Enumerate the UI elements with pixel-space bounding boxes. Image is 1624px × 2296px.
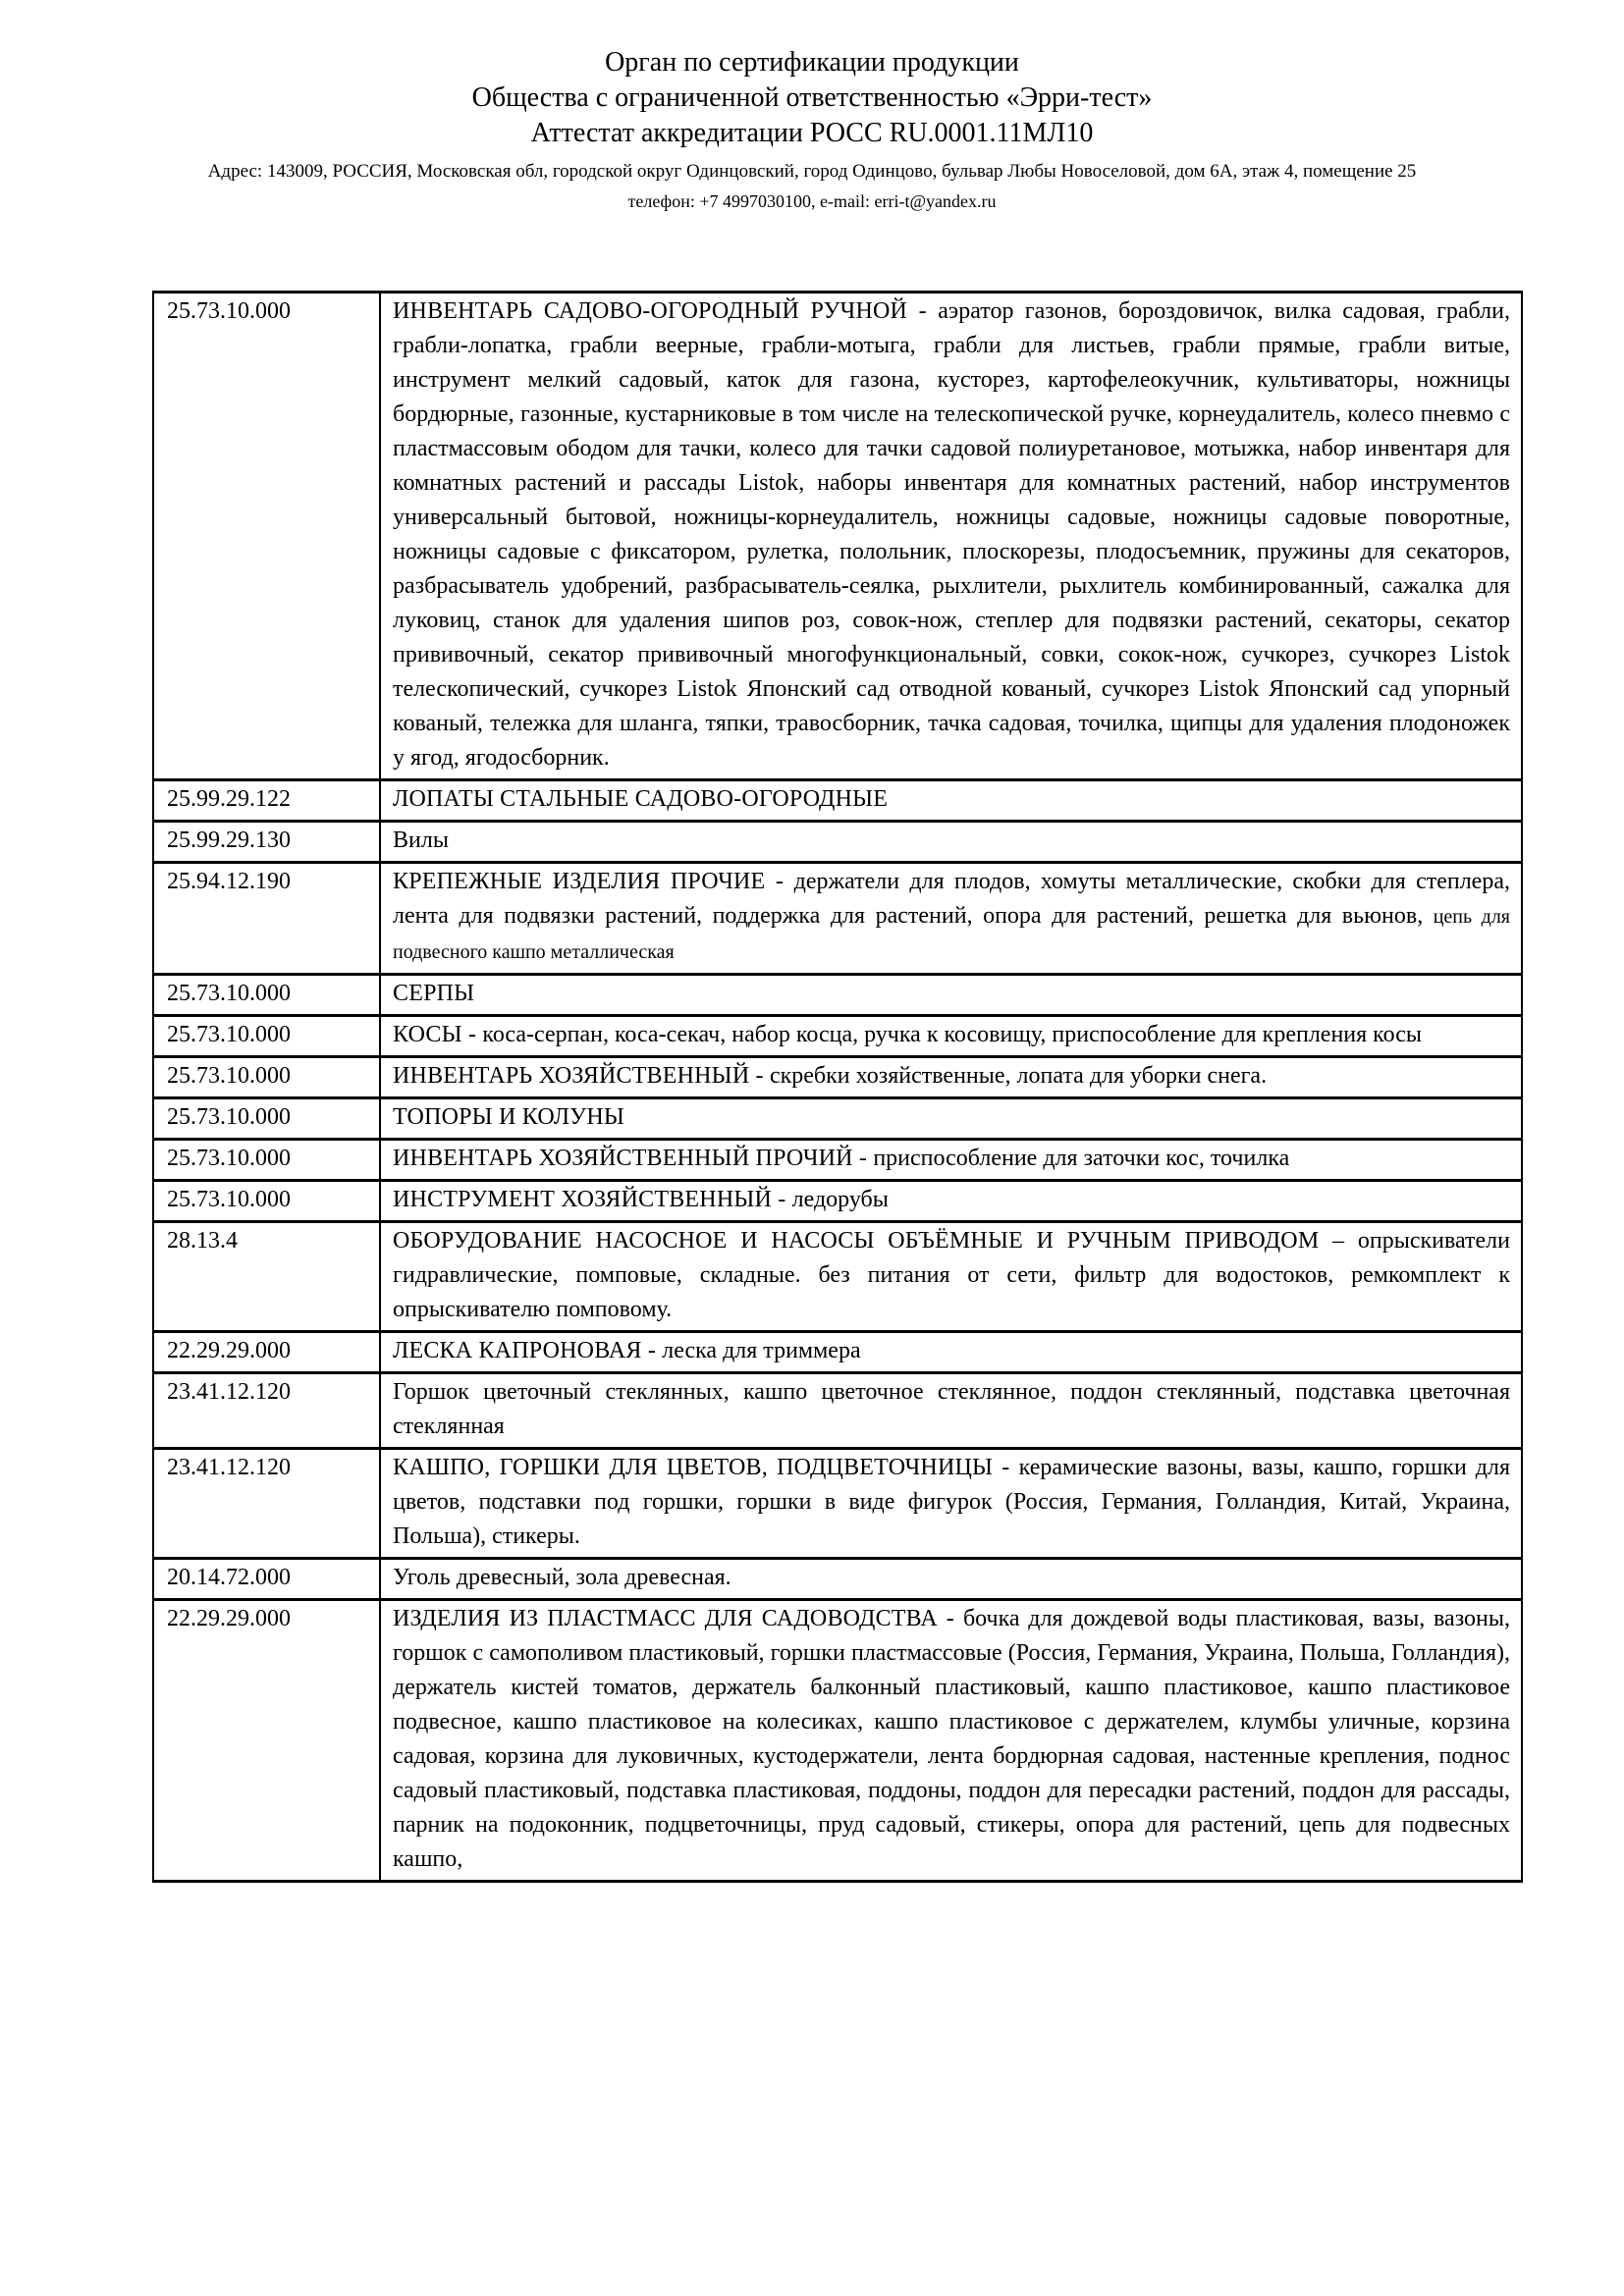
description-segment: аэратор газонов, бороздовичок, вилка садовая, грабли, грабли-лопатка, грабли веерные, грабли-мотыга, грабли для листьев, грабли прямые, грабли витые, инструмент мелкий садовый, каток для газона, кусторез, картофелеокучник, культиваторы, ножницы бордюрные, газонные, кустарниковые в том числе на телескопической ручке, корнеудалитель, колесо пневмо с пластмассовым ободом для тачки, колесо для тачки садовой полиуретановое, мотыжка, набор инвентаря для комнатных растений и рассады Listok, наборы инвентаря для комнатных растений, набор инструментов универсальный бытовой, ножницы-корнеудалитель, ножницы садовые, ножницы садовые поворотные, ножницы садовые с фиксатором, рулетка, полольник, плоскорезы, плодосъемник, пружины для секаторов, разбрасыватель удобрений, разбрасыватель-сеялка, рыхлители, рыхлитель комбинированный, сажалка для луковиц, станок для удаления шипов роз, совок-нож, степлер для подвязки растений, секаторы, секатор прививочный, секатор прививочный многофункциональный, совки, сокок-нож, сучкорез, сучкорез Listok телескопический, сучкорез Listok Японский сад отводной кованый, сучкорез Listok Японский сад упорный кованый, тележка для шланга, тяпки, травосборник, тачка садовая, точилка, щипцы для удаления плодоножек у ягод, ягодосборник. [393,298,1510,771]
table-row [153,780,1522,822]
product-code-cell: 25.73.10.000 [153,1140,380,1181]
product-code-cell: 20.14.72.000 [153,1559,380,1600]
table-row [153,863,1522,975]
product-code-cell: 22.29.29.000 [153,1600,380,1882]
description-segment: ИНВЕНТАРЬ САДОВО-ОГОРОДНЫЙ РУЧНОЙ - [393,298,939,324]
table-row [153,293,1522,780]
description-segment: Вилы [393,828,449,853]
document-header [0,0,1624,215]
table-row [153,1332,1522,1373]
table-row [153,822,1522,863]
product-description-cell [380,1373,1522,1449]
description-segment: скребки хозяйственные, лопата для уборки снега. [769,1063,1268,1089]
product-description-cell [380,863,1522,975]
product-description-cell [380,1222,1522,1332]
table-row [153,1373,1522,1449]
table-row [153,1559,1522,1600]
product-codes-table [152,291,1523,1883]
product-codes-table-body [153,293,1522,1882]
product-code-cell: 25.73.10.000 [153,1057,380,1098]
product-code-cell: 23.41.12.120 [153,1373,380,1449]
product-description-cell [380,1332,1522,1373]
product-description-cell [380,1140,1522,1181]
description-segment: Уголь древесный, зола древесная. [393,1565,731,1590]
product-code-cell: 25.73.10.000 [153,293,380,780]
product-description-cell [380,293,1522,780]
description-segment: ледорубы [791,1187,889,1212]
description-segment: ИЗДЕЛИЯ ИЗ ПЛАСТМАСС ДЛЯ САДОВОДСТВА - [393,1606,963,1631]
product-description-cell [380,1600,1522,1882]
product-code-cell: 25.73.10.000 [153,1098,380,1140]
product-description-cell [380,780,1522,822]
description-segment: ЛЕСКА КАПРОНОВАЯ - [393,1338,663,1363]
product-description-cell [380,1016,1522,1057]
description-segment: держатели для плодов, хомуты металлические, скобки для степлера, лента для подвязки растений, поддержка для растений, опора для растений, решетка для вьюнов, [393,869,1510,929]
table-row [153,1222,1522,1332]
description-segment: СЕРПЫ [393,981,475,1006]
description-segment: приспособление для заточки кос, точилка [873,1146,1290,1171]
product-description-cell [380,1057,1522,1098]
address-line: Адрес: 143009, РОССИЯ, Московская обл, городской округ Одинцовский, город Одинцово, бульвар Любы Новоселовой, дом 6А, этаж 4, помещение 25 [207,161,1417,182]
product-description-cell [380,1559,1522,1600]
product-code-cell: 25.99.29.130 [153,822,380,863]
product-code-cell: 25.94.12.190 [153,863,380,975]
product-code-cell: 25.73.10.000 [153,975,380,1016]
description-segment: КАШПО, ГОРШКИ ДЛЯ ЦВЕТОВ, ПОДЦВЕТОЧНИЦЫ - [393,1455,1019,1480]
product-description-cell [380,1098,1522,1140]
table-row [153,1098,1522,1140]
description-segment: керамические вазоны, вазы, кашпо, горшки для цветов, подставки под горшки, горшки в виде фигурок (Россия, Германия, Голландия, Китай, Украина, Польша), стикеры. [393,1455,1510,1549]
contact-line: телефон: +7 4997030100, e-mail: erri-t@yandex.ru [627,191,997,211]
table-row [153,1600,1522,1882]
product-code-cell: 25.73.10.000 [153,1181,380,1222]
description-segment: ТОПОРЫ И КОЛУНЫ [393,1104,625,1130]
description-segment: ИНВЕНТАРЬ ХОЗЯЙСТВЕННЫЙ ПРОЧИЙ - [393,1146,874,1171]
description-segment: КОСЫ - [393,1022,483,1047]
accreditation-line: Аттестат аккредитации РОСС RU.0001.11МЛ10 [530,118,1094,148]
org-title-line-1: Орган по сертификации продукции [605,47,1019,78]
table-row [153,1449,1522,1559]
description-segment: коса-серпан, коса-секач, набор косца, ручка к косовищу, приспособление для крепления косы [482,1022,1422,1047]
product-description-cell [380,822,1522,863]
description-segment: цепь для подвесного кашпо металлическая [393,906,1510,963]
description-segment: ЛОПАТЫ СТАЛЬНЫЕ САДОВО-ОГОРОДНЫЕ [393,786,889,812]
description-segment: Горшок цветочный стеклянных, кашпо цветочное стеклянное, поддон стеклянный, подставка цветочная стеклянная [393,1379,1510,1439]
product-code-cell: 22.29.29.000 [153,1332,380,1373]
table-row [153,975,1522,1016]
description-segment: ОБОРУДОВАНИЕ НАСОСНОЕ И НАСОСЫ ОБЪЁМНЫЕ И РУЧНЫМ ПРИВОДОМ – [393,1228,1358,1254]
description-segment: ИНВЕНТАРЬ ХОЗЯЙСТВЕННЫЙ - [393,1063,770,1089]
description-segment: бочка для дождевой воды пластиковая, вазы, вазоны, горшок с самополивом пластиковый, горшки пластмассовые (Россия, Германия, Украина, Польша, Голландия), держатель кистей томатов, держатель балконный пластиковый, кашпо пластиковое, кашпо пластиковое подвесное, кашпо пластиковое на колесиках, кашпо пластиковое с держателем, клумбы уличные, корзина садовая, корзина для луковичных, кустодержатели, лента бордюрная садовая, настенные крепления, поднос садовый пластиковый, подставка пластиковая, поддоны, поддон для пересадки растений, поддон для рассады, парник на подоконник, подцветочницы, пруд садовый, стикеры, опора для растений, цепь для подвесных кашпо, [393,1606,1510,1872]
table-row [153,1057,1522,1098]
description-segment: КРЕПЕЖНЫЕ ИЗДЕЛИЯ ПРОЧИЕ - [393,869,794,894]
product-description-cell [380,975,1522,1016]
description-segment: леска для триммера [662,1338,861,1363]
description-segment: опрыскиватели гидравлические, помповые, складные. без питания от сети, фильтр для водостоков, ремкомплект к опрыскивателю помповому. [393,1228,1510,1322]
table-row [153,1181,1522,1222]
description-segment: ИНСТРУМЕНТ ХОЗЯЙСТВЕННЫЙ - [393,1187,792,1212]
product-code-cell: 23.41.12.120 [153,1449,380,1559]
product-description-cell [380,1449,1522,1559]
table-row [153,1140,1522,1181]
product-code-cell: 28.13.4 [153,1222,380,1332]
product-code-cell: 25.73.10.000 [153,1016,380,1057]
org-title-line-2: Общества с ограниченной ответственностью «Эрри-тест» [471,82,1153,113]
product-description-cell [380,1181,1522,1222]
table-row [153,1016,1522,1057]
product-code-cell: 25.99.29.122 [153,780,380,822]
